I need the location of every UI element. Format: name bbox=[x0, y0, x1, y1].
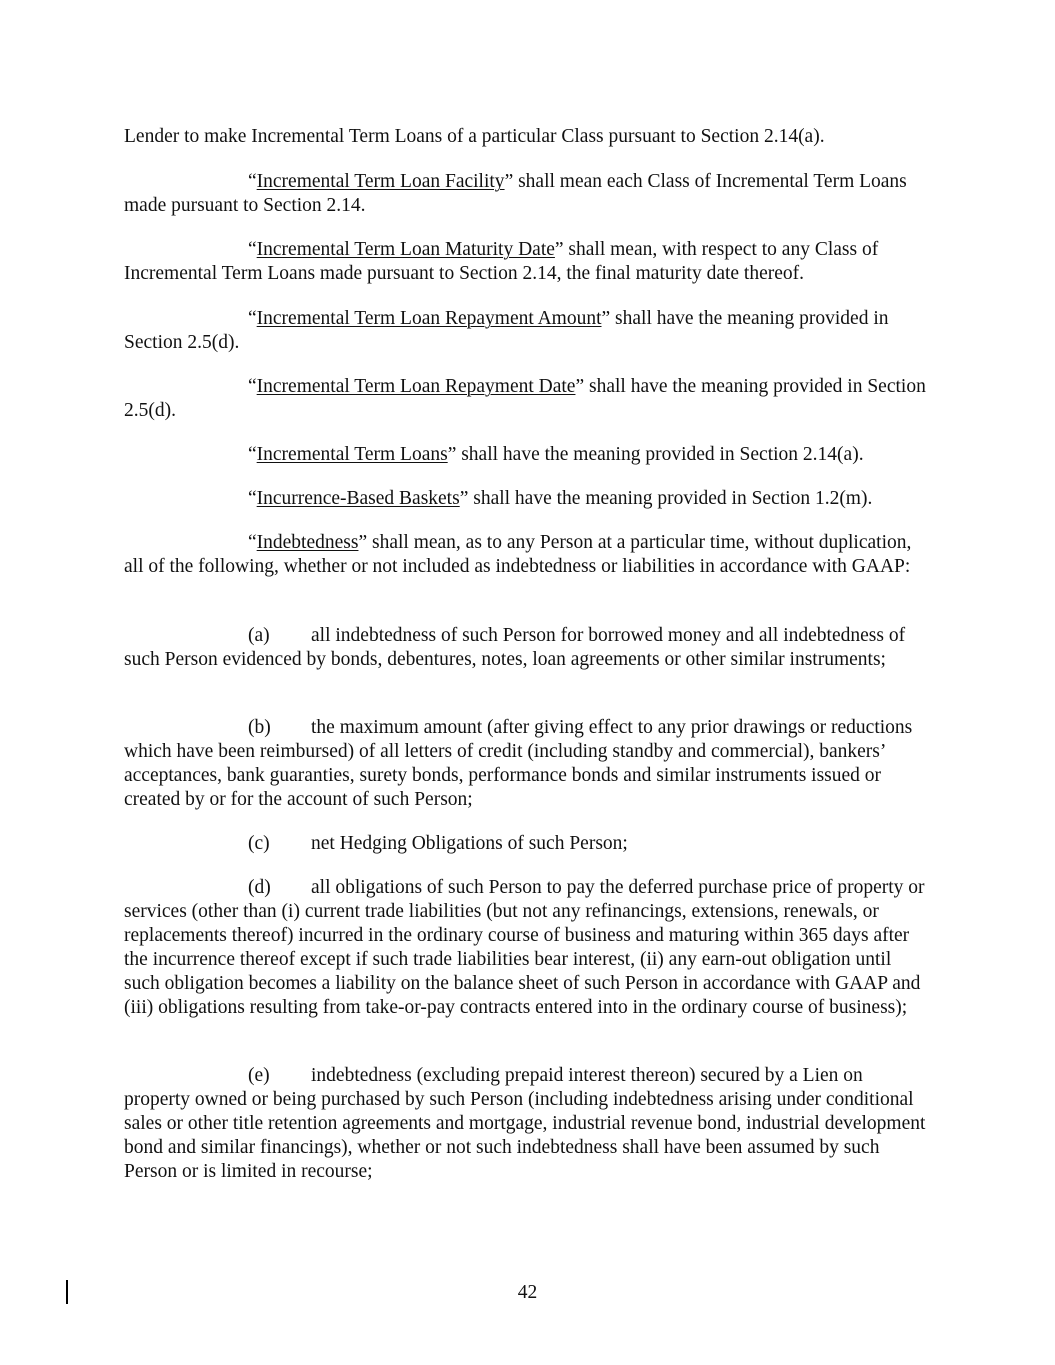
clause-label: (a) bbox=[248, 625, 270, 646]
clause-label: (c) bbox=[248, 833, 270, 854]
definition-incremental-term-loan-facility: “Incremental Term Loan Facility” shall mean each Class of Incremental Term Loans made pursuant to Section 2.14. bbox=[124, 171, 907, 216]
definition-text: ” shall have the meaning provided in Section 1.2(m). bbox=[459, 488, 873, 509]
clause-c bbox=[124, 832, 929, 856]
definition-text: ” shall mean each Class of Incremental Term Loans made pursuant to Section 2.14. bbox=[124, 171, 907, 216]
defined-term: Indebtedness bbox=[256, 532, 359, 553]
defined-term: Incurrence-Based Baskets bbox=[256, 488, 460, 509]
definition-incurrence-based-baskets: “Incurrence-Based Baskets” shall have the meaning provided in Section 1.2(m). bbox=[248, 488, 873, 509]
definition-text: ” shall mean, with respect to any Class of Incremental Term Loans made pursuant to Section 2.14, the final maturity date thereof. bbox=[124, 239, 879, 284]
clause-a bbox=[124, 624, 929, 672]
clause-label: (d) bbox=[248, 877, 271, 898]
definition-text: ” shall have the meaning provided in Section 2.14(a). bbox=[447, 444, 864, 465]
defined-term: Incremental Term Loan Repayment Date bbox=[256, 376, 576, 397]
defined-term: Incremental Term Loans bbox=[256, 444, 448, 465]
defined-term: Incremental Term Loan Repayment Amount bbox=[256, 308, 602, 329]
clause-e bbox=[124, 1064, 929, 1184]
clause-d bbox=[124, 876, 929, 1020]
defined-term: Incremental Term Loan Maturity Date bbox=[256, 239, 555, 260]
definition-incremental-term-loan-repayment-date: “Incremental Term Loan Repayment Date” shall have the meaning provided in Section 2.5(d). bbox=[124, 376, 926, 421]
definition-indebtedness: “Indebtedness” shall mean, as to any Person at a particular time, without duplication, all of the following, whether or not included as indebtedness or liabilities in accordance with GAAP: bbox=[124, 532, 912, 577]
definition-incremental-term-loans: “Incremental Term Loans” shall have the meaning provided in Section 2.14(a). bbox=[248, 444, 864, 465]
clause-text: all indebtedness of such Person for borrowed money and all indebtedness of such Person evidenced by bonds, debentures, notes, loan agreements or other similar instruments; bbox=[124, 625, 906, 670]
clause-text: net Hedging Obligations of such Person; bbox=[311, 833, 628, 854]
definition-incremental-term-loan-repayment-amount: “Incremental Term Loan Repayment Amount” shall have the meaning provided in Section 2.5(d). bbox=[124, 308, 889, 353]
clause-text: indebtedness (excluding prepaid interest thereon) secured by a Lien on property owned or being purchased by such Person (including indebtedness arising under conditional sales or other title retention agreements and mortgage, industrial revenue bond, industrial development bond and similar financings), whether or not such indebtedness shall have been assumed by such Person or is limited in recourse; bbox=[124, 1065, 926, 1182]
defined-term: Incremental Term Loan Facility bbox=[256, 171, 505, 192]
definition-incremental-term-loan-maturity-date: “Incremental Term Loan Maturity Date” shall mean, with respect to any Class of Incremental Term Loans made pursuant to Section 2.14, the final maturity date thereof. bbox=[124, 239, 879, 284]
clause-text: the maximum amount (after giving effect to any prior drawings or reductions which have been reimbursed) of all letters of credit (including standby and commercial), bankers’ acceptances, bank guaranties, surety bonds, performance bonds and similar instruments issued or created by or for the account of such Person; bbox=[124, 717, 913, 810]
clause-text: all obligations of such Person to pay the deferred purchase price of property or services (other than (i) current trade liabilities (but not any refinancings, extensions, renewals, or replacements thereof) incurred in the ordinary course of business and maturing within 365 days after the incurrence thereof except if such trade liabilities bear interest, (ii) any earn-out obligation until such obligation becomes a liability on the balance sheet of such Person in accordance with GAAP and (iii) obligations resulting from take-or-pay contracts entered into in the ordinary course of business); bbox=[124, 877, 925, 1018]
clause-label: (e) bbox=[248, 1065, 270, 1086]
page-number: 42 bbox=[517, 1282, 538, 1303]
definition-text: ” shall mean, as to any Person at a particular time, without duplication, all of the following, whether or not included as indebtedness or liabilities in accordance with GAAP: bbox=[124, 532, 912, 577]
definition-text: ” shall have the meaning provided in Section 2.5(d). bbox=[124, 376, 926, 421]
clause-label: (b) bbox=[248, 717, 271, 738]
definition-text: ” shall have the meaning provided in Section 2.5(d). bbox=[124, 308, 889, 353]
clause-b bbox=[124, 716, 929, 812]
continuation-paragraph: Lender to make Incremental Term Loans of a particular Class pursuant to Section 2.14(a). bbox=[124, 126, 825, 147]
